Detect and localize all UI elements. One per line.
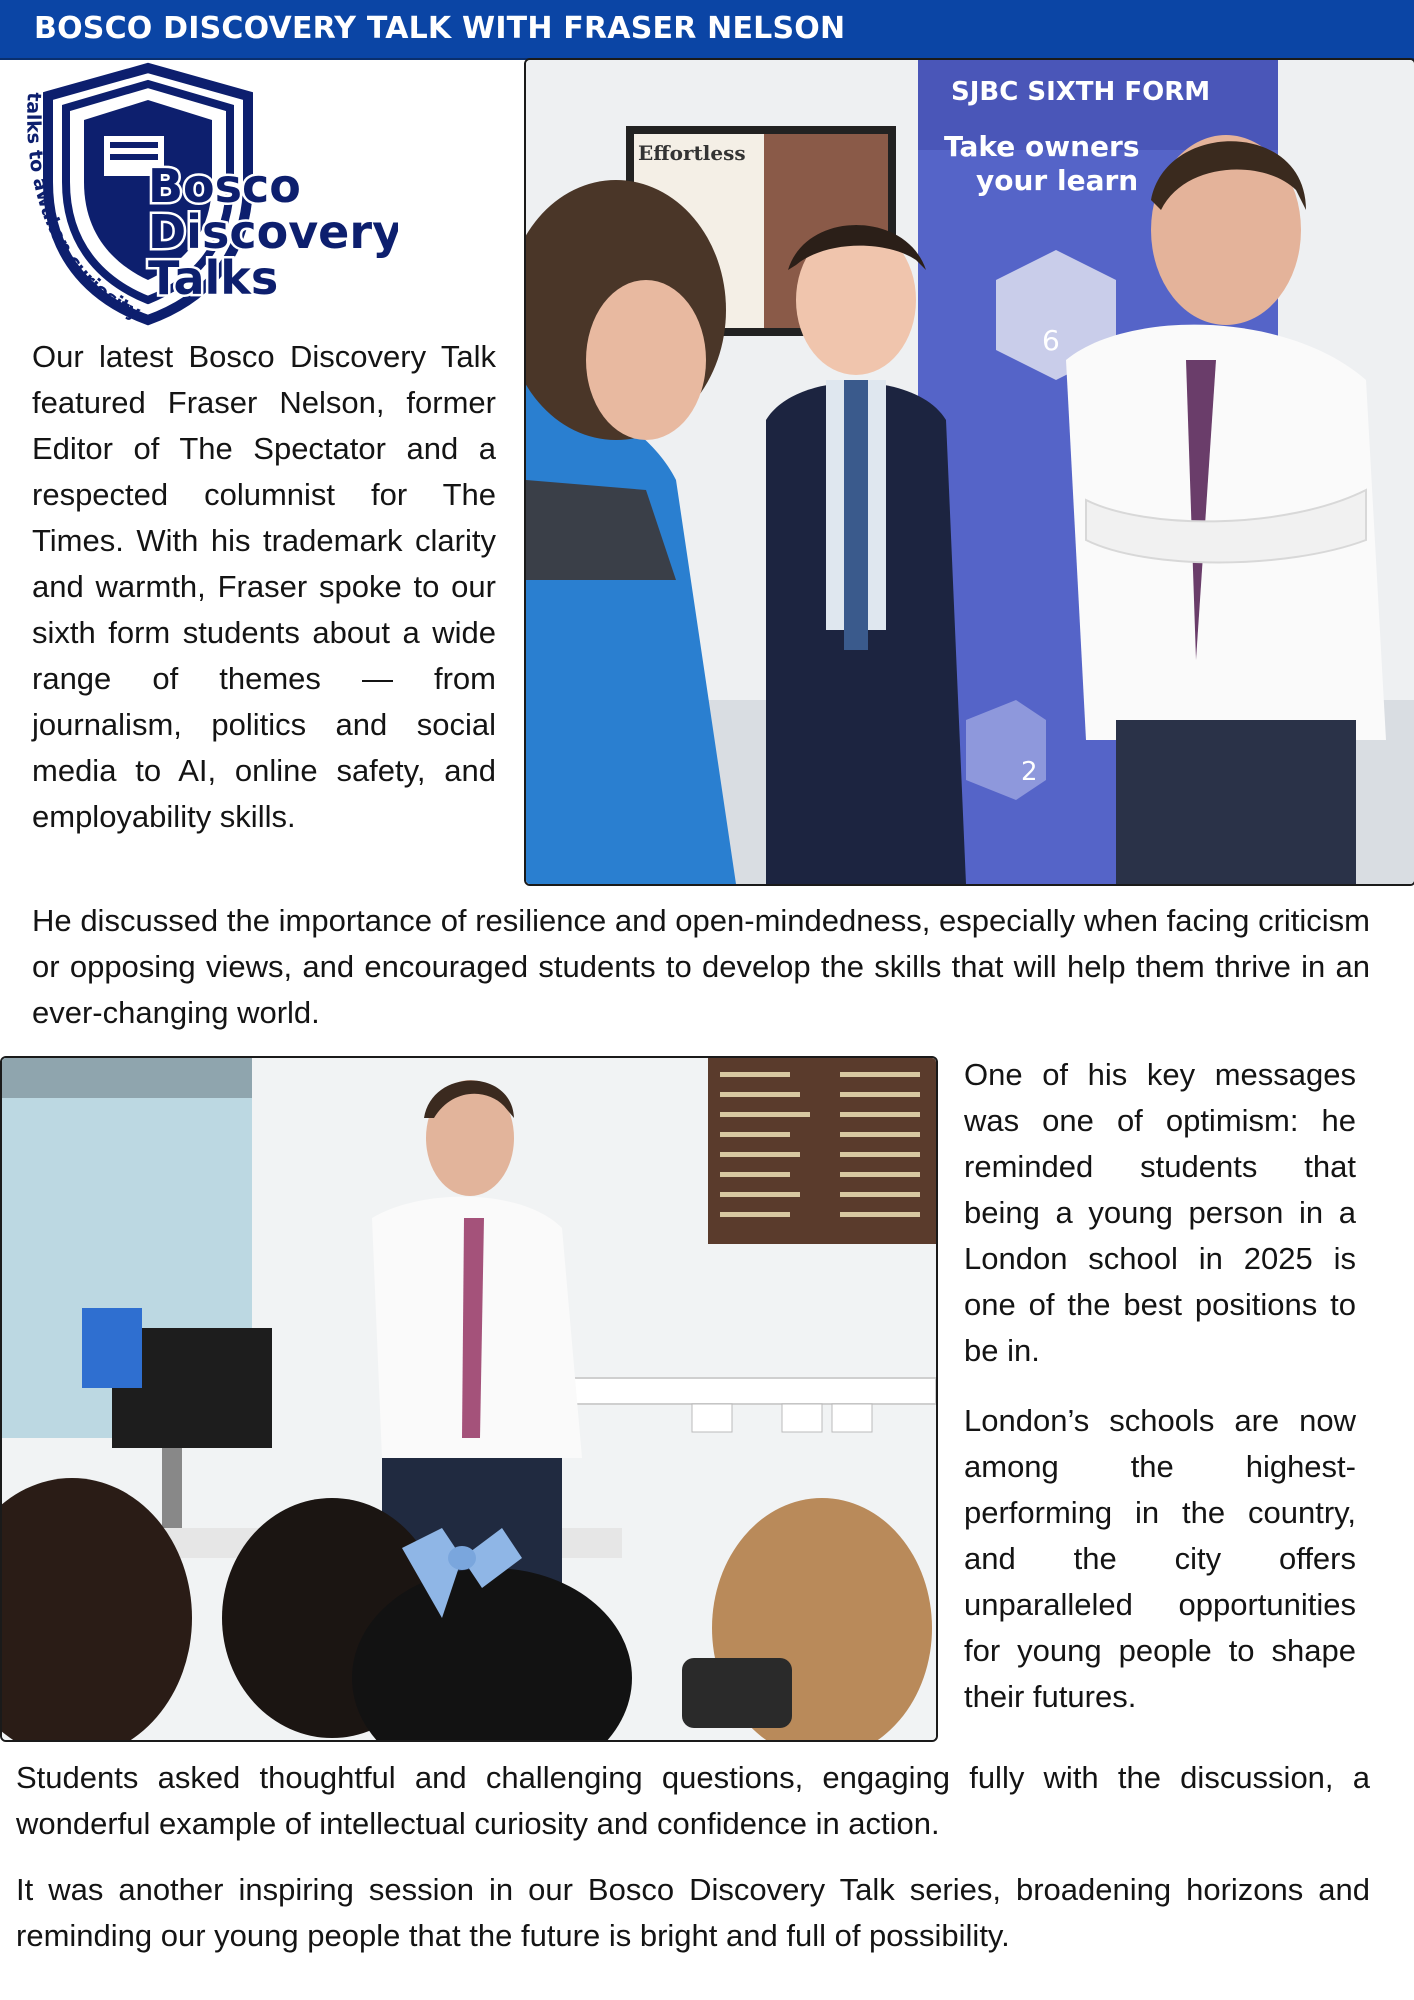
poster-word: Effortless (638, 141, 746, 165)
article-paragraph-4: London’s schools are now among the highest-performing in the country, and the city offers unparalleled opportunities for young people to shape their futures. (964, 1403, 1356, 1714)
banner-subtitle-2: your learn (976, 164, 1139, 197)
banner-step-bottom: 2 (1021, 757, 1038, 787)
article-paragraph-3: One of his key messages was one of optimism: he reminded students that being a young person in a London school in 2025 is one of the best positions to be in. (964, 1057, 1356, 1368)
logo-tagline: talks to awaken curiosity (22, 91, 144, 325)
article-paragraph-5: Students asked thoughtful and challenging questions, engaging fully with the discussion, a wonderful example of intellectual curiosity and confidence in action. (16, 1760, 1370, 1841)
header-bar (0, 0, 1414, 60)
photo-fraser-nelson-with-students (524, 58, 1414, 886)
photo-fraser-nelson-speaking (0, 1056, 938, 1742)
article-paragraph-1: Our latest Bosco Discovery Talk featured Fraser Nelson, former Editor of The Spectator and a respected columnist for The Times. With his trademark clarity and warmth, Fraser spoke to our sixth form students about a wide range of themes — from journalism, politics and social media to AI, online safety, and employability skills. (32, 339, 496, 834)
banner-step-top: 6 (1042, 324, 1060, 357)
article-paragraph-6: It was another inspiring session in our Bosco Discovery Talk series, broadening horizons and reminding our young people that the future is bright and full of possibility. (16, 1872, 1370, 1953)
logo-word-discovery: Discovery (148, 205, 398, 259)
page-title: BOSCO DISCOVERY TALK WITH FRASER NELSON (34, 11, 846, 46)
logo-word-bosco: Bosco (148, 159, 301, 213)
logo-word-talks: Talks (148, 251, 279, 305)
banner-title: SJBC SIXTH FORM (951, 77, 1211, 107)
bosco-discovery-talks-logo (8, 62, 398, 326)
article-paragraph-2: He discussed the importance of resilience and open-mindedness, especially when facing criticism or opposing views, and encouraged students to develop the skills that will help them thrive in an ever-changing world. (32, 903, 1370, 1030)
banner-subtitle-1: Take owners (944, 130, 1140, 163)
